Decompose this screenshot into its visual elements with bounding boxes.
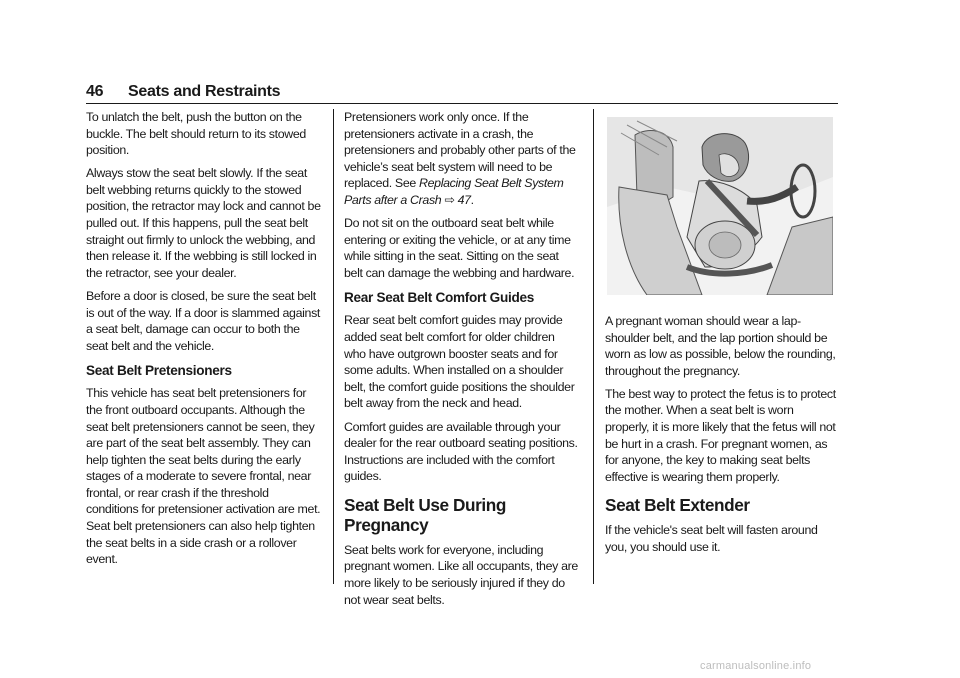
paragraph: A pregnant woman should wear a lap-shoulder belt, and the lap portion should be worn as low as possible, below the rounding, throughout the pregnancy. [605, 314, 836, 378]
paragraph: Before a door is closed, be sure the seat belt is out of the way. If a door is slammed against a seat belt, damage can occur to both the seat belt and the vehicle. [86, 288, 321, 353]
cross-reference-link[interactable]: Replacing Seat Belt System Parts after a Crash [344, 176, 564, 207]
page-header [86, 83, 838, 105]
paragraph: To unlatch the belt, push the button on the buckle. The belt should return to its stowed position. [86, 110, 306, 158]
pregnant-woman-seat-belt-illustration [607, 117, 833, 295]
page-reference-arrow-icon: ⇨ [444, 192, 455, 207]
column-middle [344, 109, 578, 615]
paragraph: The best way to protect the fetus is to protect the mother. When a seat belt is worn properly, it is more likely that the fetus will not be hurt in a crash. For pregnant women, as for anyone, the key to making seat belts effective is wearing them properly. [605, 386, 836, 484]
column-left [86, 109, 322, 574]
paragraph: If the vehicle's seat belt will fasten around you, you should use it. [605, 523, 818, 555]
cross-reference-page[interactable]: 47 [457, 192, 471, 207]
watermark: carmanualsonline.info [700, 660, 812, 672]
paragraph [344, 109, 578, 209]
column-divider [593, 109, 594, 584]
column-right [605, 109, 837, 562]
paragraph: Always stow the seat belt slowly. If the seat belt webbing returns quickly to the stowed position, the retractor may lock and cannot be pulled out. If this happens, pull the seat belt straight out firmly to unlock the webbing, and then release it. If the webbing is still locked in the retractor, see your dealer. [86, 166, 321, 280]
header-rule [86, 103, 838, 104]
heading-seat-belt-extender: Seat Belt Extender [605, 495, 750, 516]
paragraph: Seat belts work for everyone, including pregnant women. Like all occupants, they are more likely to be seriously injured if they do not wear seat belts. [344, 542, 578, 607]
heading-rear-seat-belt-comfort-guides: Rear Seat Belt Comfort Guides [344, 290, 534, 306]
paragraph-text: Pretensioners work only once. If the pretensioners activate in a crash, the pretensioners and probably other parts of the vehicle’s seat belt system will need to be replaced. See [344, 110, 576, 191]
heading-seat-belt-pretensioners: Seat Belt Pretensioners [86, 363, 232, 379]
section-title: Seats and Restraints [128, 83, 281, 100]
punctuation: . [470, 192, 474, 207]
paragraph: Comfort guides are available through your dealer for the rear outboard seating positions. Instructions are included with the comfort guides. [344, 419, 578, 484]
heading-seat-belt-use-during-pregnancy: Seat Belt Use During Pregnancy [344, 494, 507, 535]
column-divider [333, 109, 334, 584]
page-number: 46 [86, 83, 104, 100]
paragraph: Rear seat belt comfort guides may provide added seat belt comfort for older children who have outgrown booster seats and for some adults. When installed on a shoulder belt, the comfort guide positions the shoulder belt away from the neck and head. [344, 313, 575, 411]
paragraph: Do not sit on the outboard seat belt while entering or exiting the vehicle, or at any time while sitting in the seat. Sitting on the seat belt can damage the webbing and hardware. [344, 216, 575, 280]
paragraph: This vehicle has seat belt pretensioners for the front outboard occupants. Although the seat belt pretensioners cannot be seen, they are part of the seat belt assembly. They can help tighten the seat belts during the early stages of a moderate to severe frontal, near frontal, or rear crash if the threshold conditions for pretensioner activation are met. Seat belt pretensioners can also help tighten the seat belts in a side crash or a rollover event. [86, 386, 321, 567]
